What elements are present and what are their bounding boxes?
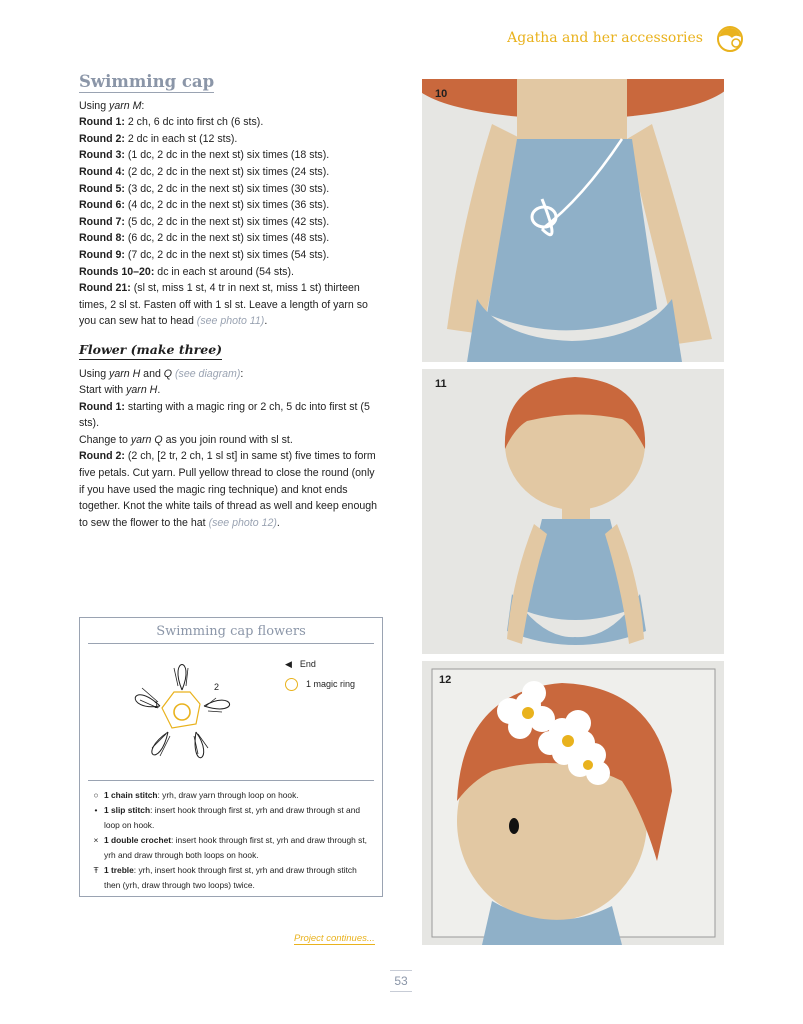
photo-10-number: 10 — [435, 88, 448, 100]
photo-11-number: 11 — [435, 378, 447, 390]
intro-line: Using yarn M: — [79, 99, 145, 112]
stitch-symbol-icon: ○ — [93, 790, 99, 800]
round-label-1: 1 — [154, 700, 160, 710]
legend-end: End — [299, 659, 316, 669]
page-number: 53 — [390, 970, 412, 992]
photo-10-image — [422, 79, 724, 362]
stitch-symbol-icon: • — [94, 805, 98, 815]
flower-chart-icon — [116, 648, 256, 778]
round-line: Round 1: 2 ch, 6 dc into first ch (6 sts). — [79, 116, 264, 129]
round-line: Round 8: (6 dc, 2 dc in the next st) six times (48 sts). — [79, 232, 330, 245]
diagram-ref[interactable]: (see diagram) — [175, 367, 241, 380]
legend-magic-ring: 1 magic ring — [306, 679, 356, 689]
running-header: Agatha and her accessories — [507, 30, 703, 46]
flower-start: Start with yarn H. — [79, 384, 161, 397]
diagram-divider — [88, 780, 374, 781]
round-line: Round 6: (4 dc, 2 dc in the next st) six times (36 sts). — [79, 199, 330, 212]
photo-12-ref[interactable]: (see photo 12) — [208, 516, 277, 529]
round-line: Round 7: (5 dc, 2 dc in the next st) six times (42 sts). — [79, 215, 330, 228]
key-row: • 1 slip stitch: insert hook through first st, yrh and draw through st and loop on hook. — [88, 803, 372, 833]
photo-12-number: 12 — [439, 674, 452, 686]
key-row: × 1 double crochet: insert hook through first st, yrh and draw through st, yrh and draw through both loops on hook. — [88, 833, 372, 863]
section-title: Swimming cap — [79, 72, 215, 91]
round-line: Round 2: 2 dc in each st (12 sts). — [79, 132, 238, 145]
end-arrow-icon: ◀ — [285, 659, 292, 669]
rounds-list — [79, 114, 379, 280]
round-line: Round 9: (7 dc, 2 dc in the next st) six times (54 sts). — [79, 248, 330, 261]
diagram-title: Swimming cap flowers — [88, 624, 374, 644]
diagram-legend — [285, 654, 355, 694]
flower-diagram-box — [79, 617, 383, 897]
doll-head-icon — [716, 25, 744, 53]
key-row: Ŧ 1 treble: yrh, insert hook through first st, yrh and draw through stitch then (yrh, draw through two loops) twice. — [88, 863, 372, 893]
photo-11-ref[interactable]: (see photo 11) — [196, 315, 265, 328]
round-line: Round 4: (2 dc, 2 dc in the next st) six times (24 sts). — [79, 165, 330, 178]
round-line: Round 5: (3 dc, 2 dc in the next st) six times (30 sts). — [79, 182, 330, 195]
stitch-symbol-icon: × — [93, 835, 99, 845]
photo-12-image — [422, 661, 724, 945]
flower-title: Flower (make three) — [79, 342, 222, 360]
flower-using: Using yarn H and Q (see diagram): — [79, 367, 244, 380]
round-line: Rounds 10–20: dc in each st around (54 sts). — [79, 265, 294, 278]
photo-11 — [422, 369, 724, 654]
project-continues-link[interactable]: Project continues... — [294, 933, 375, 944]
stitch-symbol-icon: Ŧ — [93, 865, 99, 875]
photo-10 — [422, 79, 724, 362]
flower-change: Change to yarn Q as you join round with sl st. — [79, 433, 293, 446]
stitch-key — [88, 788, 372, 893]
round-label-2: 2 — [214, 682, 220, 692]
flower-round-1: Round 1: starting with a magic ring or 2 ch, 5 dc into first st (5 sts). — [79, 400, 370, 430]
photo-11-image — [422, 369, 724, 654]
round-21: Round 21: (sl st, miss 1 st, 4 tr in next st, miss 1 st) thirteen times, 2 sl st. Fasten off with 1 sl st. Leave a length of yarn so you can sew hat to head (see photo 11). — [79, 282, 368, 328]
round-line: Round 3: (1 dc, 2 dc in the next st) six times (18 sts). — [79, 149, 330, 162]
flower-round-2: Round 2: (2 ch, [2 tr, 2 ch, 1 sl st] in same st) five times to form five petals. Cut yarn. Pull yellow thread to close the round (only if you have used the magic ring technique) and knot ends together. Knot the white tails of thread as well and keep enough to sew the flower to the hat (see photo 12). — [79, 450, 378, 529]
magic-ring-icon — [285, 678, 298, 691]
pattern-text-column — [79, 74, 379, 531]
key-row: ○ 1 chain stitch: yrh, draw yarn through loop on hook. — [88, 788, 372, 803]
photo-12 — [422, 661, 724, 945]
